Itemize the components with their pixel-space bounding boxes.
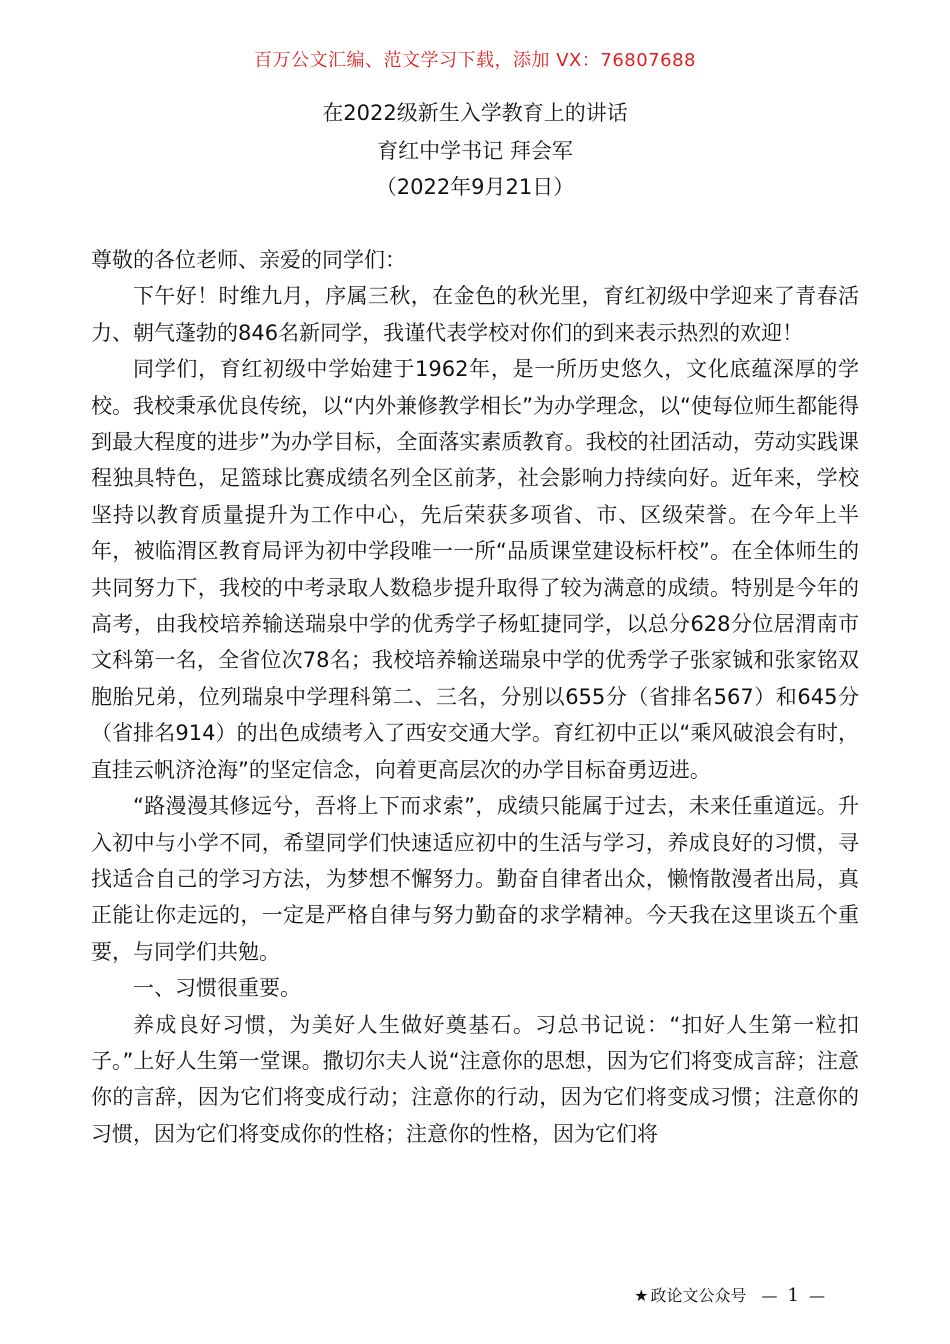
- paragraph: “路漫漫其修远兮，吾将上下而求索”，成绩只能属于过去，未来任重道远。升入初中与小学不同，希望同学们快速适应初中的生活与学习，养成良好的习惯，寻找适合自己的学习方法，为梦想不懈努力。勤奋自律者出众，懒惰散漫者出局，真正能让你走远的，一定是严格自律与努力勤奋的求学精神。今天我在这里谈五个重要，与同学们共勉。: [91, 794, 859, 964]
- paragraph: 同学们，育红初级中学始建于1962年，是一所历史悠久，文化底蕴深厚的学校。我校秉承优良传统，以“内外兼修教学相长”为办学理念，以“使每位师生都能得到最大程度的进步”为办学目标，全面落实素质教育。我校的社团活动，劳动实践课程独具特色，足篮球比赛成绩名列全区前茅，社会影响力持续向好。近年来，学校坚持以教育质量提升为工作中心，先后荣获多项省、市、区级荣誉。在今年上半年，被临渭区教育局评为初中学段唯一一所“品质课堂建设标杆校”。在全体师生的共同努力下，我校的中考录取人数稳步提升取得了较为满意的成绩。特别是今年的高考，由我校培养输送瑞泉中学的优秀学子杨虹捷同学，以总分628分位居渭南市文科第一名，全省位次78名；我校培养输送瑞泉中学的优秀学子张家铖和张家铭双胞胎兄弟，位列瑞泉中学理科第二、三名，分别以655分（省排名567）和645分（省排名914）的出色成绩考入了西安交通大学。育红初中正以“乘风破浪会有时，直挂云帆济沧海”的坚定信念，向着更高层次的办学目标奋勇迈进。: [91, 357, 859, 782]
- page-number: 1: [787, 1285, 799, 1306]
- page-footer: [634, 1283, 835, 1306]
- speech-date: （2022年9月21日）: [375, 175, 575, 199]
- footer-source: 政论文公众号: [650, 1286, 747, 1305]
- paragraph: 养成良好习惯，为美好人生做好奠基石。习总书记说：“扣好人生第一粒扣子。”上好人生第一堂课。撒切尔夫人说“注意你的思想，因为它们将变成言辞；注意你的言辞，因为它们将变成行动；注意你的行动，因为它们将变成习惯；注意你的习惯，因为它们将变成你的性格；注意你的性格，因为它们将: [91, 1012, 859, 1146]
- speech-author: 育红中学书记 拜会军: [377, 139, 573, 163]
- paragraph: 下午好！时维九月，序属三秋，在金色的秋光里，育红初级中学迎来了青春活力、朝气蓬勃的846名新同学，我谨代表学校对你们的到来表示热烈的欢迎！: [91, 284, 859, 345]
- speech-body: [91, 242, 859, 1152]
- star-icon: ★: [634, 1286, 649, 1305]
- section-heading: 一、习惯很重要。: [133, 976, 301, 1001]
- promo-banner: 百万公文汇编、范文学习下载，添加 VX：76807688: [254, 50, 696, 71]
- footer-dash-left: —: [761, 1286, 778, 1305]
- footer-dash-right: —: [809, 1286, 825, 1305]
- speech-title: 在2022级新生入学教育上的讲话: [322, 101, 628, 125]
- salutation: 尊敬的各位老师、亲爱的同学们：: [91, 248, 406, 272]
